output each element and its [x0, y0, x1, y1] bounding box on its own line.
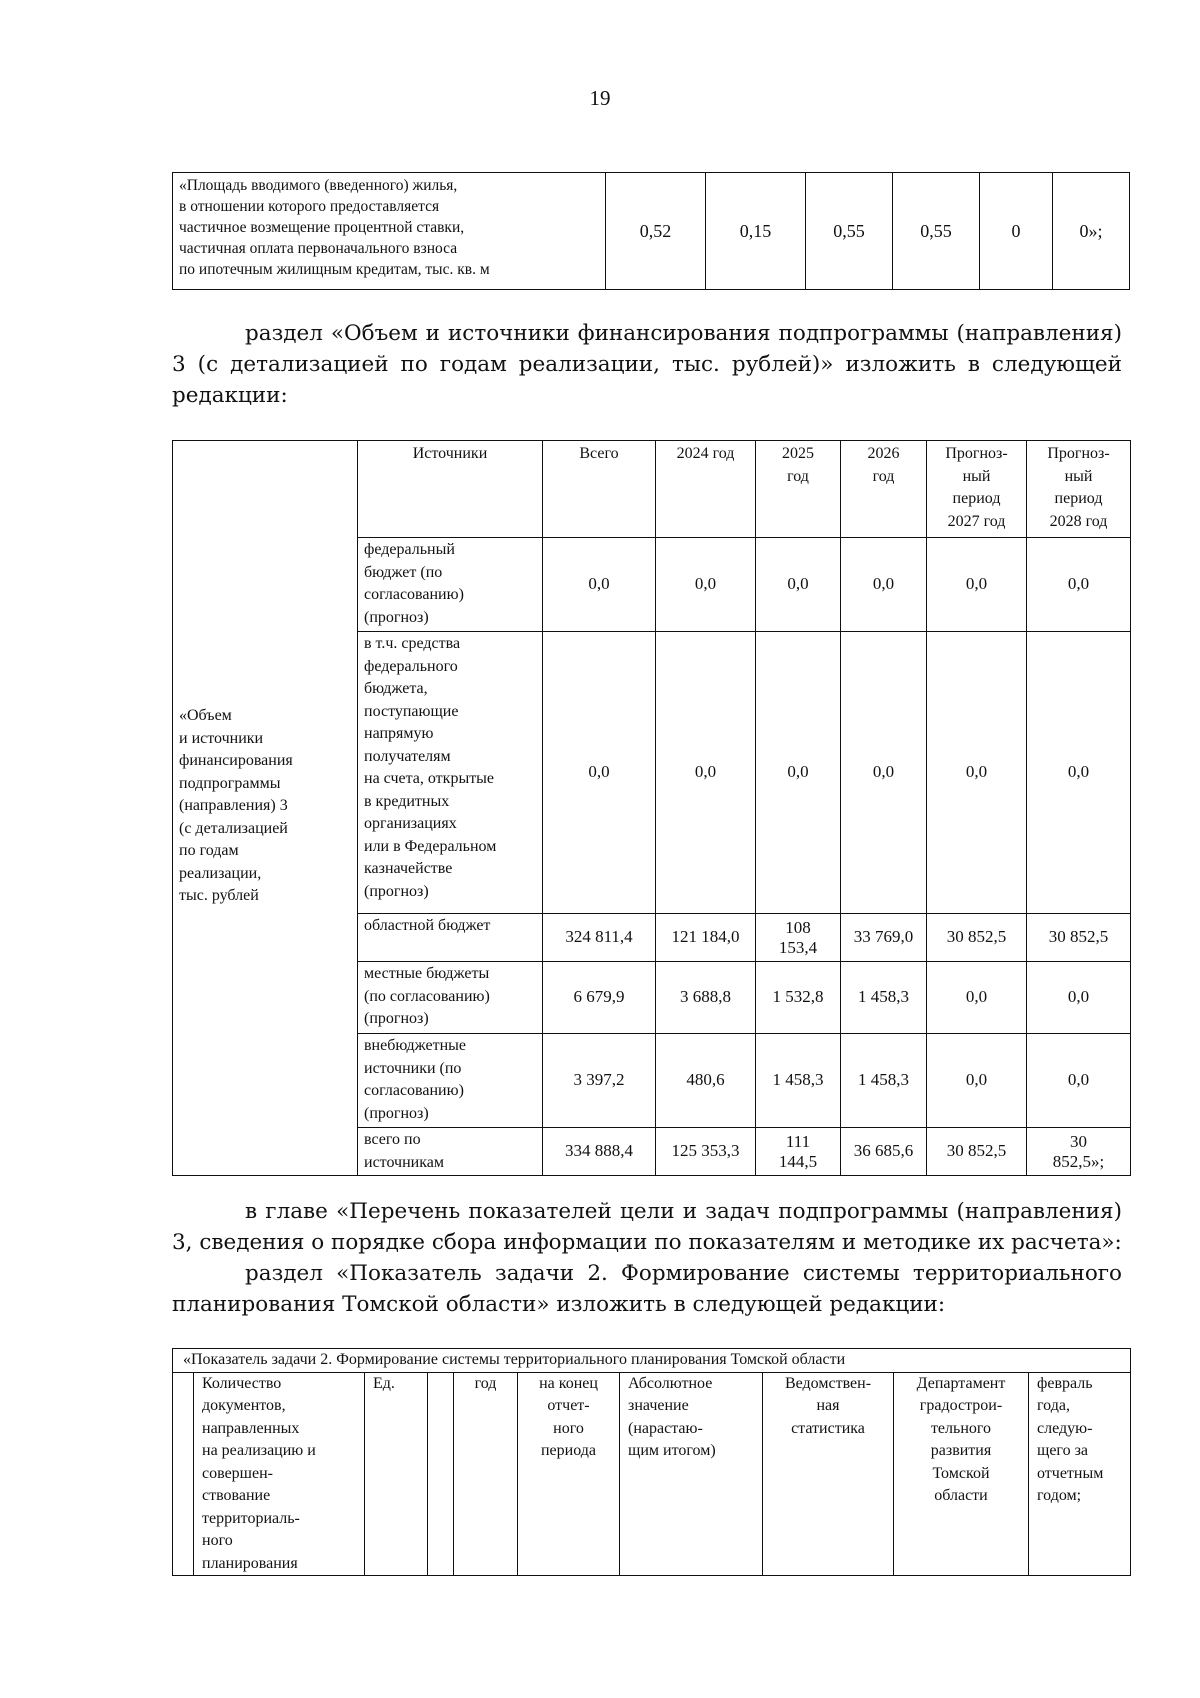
text-line: совершен-: [202, 1464, 273, 1482]
value-cell: 1 458,3: [756, 1034, 841, 1128]
source-cell: [358, 914, 543, 962]
text-line: 111: [785, 1131, 811, 1151]
value-cell: [756, 1128, 841, 1176]
text-line: градострои-: [919, 1397, 1003, 1414]
text-line: тыс. рублей: [179, 887, 259, 904]
text-line: (направления) 3: [179, 797, 288, 814]
text-line: подпрограммы: [179, 774, 281, 792]
value-cell: 480,6: [656, 1034, 756, 1128]
column-header-2028: [1027, 441, 1131, 538]
indicator-title: «Показатель задачи 2. Формирование системы территориального планирования Томской области: [173, 1349, 1131, 1373]
text-line: ная: [816, 1397, 840, 1414]
text-line: ствование: [202, 1487, 271, 1504]
text-line: бюджета,: [364, 680, 428, 697]
text-line: бюджет (по: [364, 563, 443, 581]
text-line: 153,4: [778, 937, 818, 957]
value-cell: 0,55: [893, 173, 980, 290]
text-line: местные бюджеты: [364, 965, 490, 982]
column-header-2025: [756, 441, 841, 538]
text-line: период: [952, 490, 1001, 507]
data-source-cell: [763, 1372, 894, 1576]
text-line: 36 685,6: [853, 1141, 914, 1161]
responsible-cell: [894, 1372, 1029, 1576]
value-cell: 0,0: [543, 538, 656, 632]
text-line: территориаль-: [202, 1509, 300, 1527]
value-cell: 0,15: [706, 173, 806, 290]
value-cell: 3 688,8: [656, 962, 756, 1034]
text-line: финансирования: [179, 752, 293, 769]
text-line: отчет-: [547, 1397, 590, 1414]
value-cell: [927, 1128, 1027, 1176]
text-line: ного: [553, 1419, 584, 1437]
text-line: (нарастаю-: [628, 1419, 703, 1437]
text-line: ный: [962, 467, 991, 485]
text-line: Источники: [412, 445, 488, 462]
source-cell: [358, 962, 543, 1034]
text-line: реализации,: [179, 864, 262, 882]
value-cell: [543, 914, 656, 962]
column-header-2024: [656, 441, 756, 538]
unit-cell: [365, 1372, 428, 1576]
value-cell: 0,0: [927, 632, 1027, 914]
text-line: 121 184,0: [671, 927, 740, 947]
text-line: Количество: [202, 1374, 282, 1392]
text-line: источникам: [364, 1153, 444, 1171]
value-cell: [1027, 1128, 1131, 1176]
value-cell: 0,0: [927, 1034, 1027, 1128]
text-line: в кредитных: [364, 792, 450, 810]
text-line: по ипотечным жилищным кредитам, тыс. кв. м: [179, 261, 490, 278]
value-cell: 0: [980, 173, 1053, 290]
text-line: 334 888,4: [565, 1141, 633, 1161]
value-cell: [841, 914, 927, 962]
header-row: [173, 441, 1131, 538]
text-line: планирования: [202, 1554, 298, 1572]
value-cell: [543, 1128, 656, 1176]
text-line: период: [1054, 490, 1103, 507]
text-line: годом;: [1037, 1487, 1082, 1504]
text-line: 2027 год: [947, 512, 1006, 530]
value-cell: 0,0: [1027, 538, 1131, 632]
text-line: согласованию): [364, 1082, 464, 1099]
value-cell: 1 458,3: [841, 1034, 927, 1128]
title-row: [173, 1349, 1131, 1373]
value-cell: 0,0: [543, 632, 656, 914]
text-line: щего за: [1037, 1442, 1089, 1459]
text-line: тельного: [930, 1419, 992, 1437]
value-cell: 0,0: [1027, 632, 1131, 914]
page-number: 19: [589, 86, 611, 110]
text-line: или в Федеральном: [364, 837, 497, 855]
text-line: 108: [785, 917, 811, 937]
funding-sources-table: [172, 440, 1131, 1176]
text-line: ного: [202, 1532, 233, 1549]
text-line: на конец: [539, 1374, 598, 1392]
text-line: частичная оплата первоначального взноса: [179, 240, 458, 257]
text-line: 2024 год: [676, 445, 735, 462]
value-type-cell: [620, 1372, 763, 1576]
value-cell: 0,0: [927, 962, 1027, 1034]
text-line: Прогноз-: [1047, 445, 1110, 462]
value-cell: 0,0: [841, 632, 927, 914]
value-cell: 3 397,2: [543, 1034, 656, 1128]
text-line: 324 811,4: [565, 927, 633, 947]
text-line: 30 852,5: [946, 927, 1007, 947]
value-cell: [1027, 914, 1131, 962]
text-line: 30: [1070, 1131, 1087, 1151]
text-line: (прогноз): [364, 1104, 429, 1122]
text-line: на счета, открытые: [364, 770, 495, 787]
value-cell: 0,0: [656, 538, 756, 632]
text-line: 33 769,0: [853, 927, 914, 947]
paragraph-chapter-indicators: в главе «Перечень показателей цели и задач подпрограммы (направления) 3, сведения о порядке сбора информации по показателям и методике их расчета»:: [172, 1199, 1122, 1255]
value-cell: 0,52: [606, 173, 706, 290]
deadline-cell: [1029, 1372, 1131, 1576]
empty-cell: [428, 1372, 454, 1576]
text-line: внебюджетные: [364, 1037, 466, 1054]
text-line: 30 852,5: [946, 1141, 1007, 1161]
text-line: отчетным: [1037, 1464, 1104, 1482]
text-line: год: [872, 467, 895, 485]
text-line: ный: [1064, 467, 1093, 485]
text-line: областной бюджет: [364, 917, 491, 934]
value-cell: [841, 1128, 927, 1176]
text-line: федеральный: [364, 541, 455, 558]
text-line: «Площадь вводимого (введенного) жилья,: [179, 177, 458, 194]
text-line: (прогноз): [364, 608, 429, 626]
housing-area-indicator-table: [172, 172, 1130, 290]
paragraph-indicator-task-2: раздел «Показатель задачи 2. Формирование системы территориального планирования Томской области» изложить в следующей редакции:: [172, 1261, 1122, 1317]
value-cell: 0»;: [1053, 173, 1130, 290]
text-line: 125 353,3: [671, 1141, 740, 1161]
text-line: 2026: [867, 445, 900, 462]
text-line: 2025: [782, 445, 814, 462]
source-cell: [358, 632, 543, 914]
text-line: (с детализацией: [179, 819, 288, 837]
text-line: 30 852,5: [1048, 927, 1109, 947]
text-line: щим итогом): [628, 1442, 716, 1459]
text-line: поступающие: [364, 702, 459, 720]
text-line: (по согласованию): [364, 987, 490, 1005]
text-line: (прогноз): [364, 882, 429, 900]
text-line: получателям: [364, 747, 451, 765]
source-cell: [358, 1034, 543, 1128]
text-line: развития: [930, 1442, 992, 1459]
text-line: и источники: [179, 729, 264, 747]
text-line: год: [474, 1374, 497, 1392]
value-cell: 0,0: [1027, 1034, 1131, 1128]
text-line: «Объем: [179, 707, 232, 724]
text-line: (прогноз): [364, 1010, 429, 1027]
text-line: направленных: [202, 1419, 300, 1437]
column-header-2026: [841, 441, 927, 538]
text-line: частичное возмещение процентной ставки,: [179, 219, 465, 236]
text-line: источники (по: [364, 1059, 462, 1077]
text-line: организациях: [364, 815, 457, 832]
value-cell: 0,0: [656, 632, 756, 914]
text-line: следую-: [1037, 1419, 1093, 1437]
indicator-task-2-table: [172, 1348, 1131, 1576]
value-cell: 0,0: [841, 538, 927, 632]
text-line: Абсолютное: [628, 1374, 713, 1392]
text-line: Департамент: [916, 1374, 1006, 1392]
column-header-total: [543, 441, 656, 538]
text-line: в отношении которого предоставляется: [179, 198, 440, 215]
value-cell: [756, 914, 841, 962]
table-row: [173, 1372, 1131, 1576]
text-line: согласованию): [364, 586, 464, 603]
value-cell: 0,55: [806, 173, 893, 290]
text-line: год: [787, 467, 809, 485]
text-line: казначействе: [364, 860, 453, 877]
empty-cell: [173, 1372, 194, 1576]
table-row: [173, 173, 1130, 290]
value-cell: 6 679,9: [543, 962, 656, 1034]
text-line: федерального: [364, 657, 458, 675]
text-line: 2028 год: [1049, 512, 1108, 530]
indicator-description: [173, 173, 606, 290]
value-cell: [656, 914, 756, 962]
value-cell: 1 532,8: [756, 962, 841, 1034]
text-line: всего по: [364, 1131, 421, 1148]
text-line: напрямую: [364, 725, 434, 742]
value-cell: [927, 914, 1027, 962]
value-cell: 0,0: [756, 538, 841, 632]
value-cell: 1 458,3: [841, 962, 927, 1034]
text-line: области: [934, 1487, 988, 1504]
period-cell: [454, 1372, 518, 1576]
value-cell: [656, 1128, 756, 1176]
source-cell: [358, 538, 543, 632]
text-line: значение: [628, 1397, 689, 1414]
value-cell: 0,0: [927, 538, 1027, 632]
text-line: Ед.: [373, 1374, 395, 1392]
period-end-cell: [518, 1372, 620, 1576]
indicator-name-cell: [194, 1372, 365, 1576]
text-line: по годам: [179, 842, 239, 859]
text-line: статистика: [791, 1419, 865, 1437]
column-header-sources: [358, 441, 543, 538]
paragraph-funding-section: раздел «Объем и источники финансирования подпрограммы (направления) 3 (с детализацией по годам реализации, тыс. рублей)» изложить в следующей редакции:: [172, 321, 1122, 408]
text-line: Прогноз-: [945, 445, 1008, 462]
text-line: Ведомствен-: [784, 1374, 872, 1392]
value-cell: 0,0: [1027, 962, 1131, 1034]
text-line: Всего: [579, 445, 619, 462]
text-line: Томской: [932, 1464, 990, 1482]
funding-caption: [173, 441, 358, 1176]
source-cell: [358, 1128, 543, 1176]
text-line: в т.ч. средства: [364, 635, 461, 652]
text-line: на реализацию и: [202, 1442, 316, 1459]
text-line: года,: [1037, 1397, 1070, 1414]
column-header-2027: [927, 441, 1027, 538]
text-line: февраль: [1037, 1374, 1093, 1392]
text-line: периода: [540, 1442, 596, 1459]
text-line: 144,5: [778, 1151, 818, 1171]
value-cell: 0,0: [756, 632, 841, 914]
text-line: документов,: [202, 1397, 286, 1414]
text-line: 852,5»;: [1052, 1151, 1105, 1171]
